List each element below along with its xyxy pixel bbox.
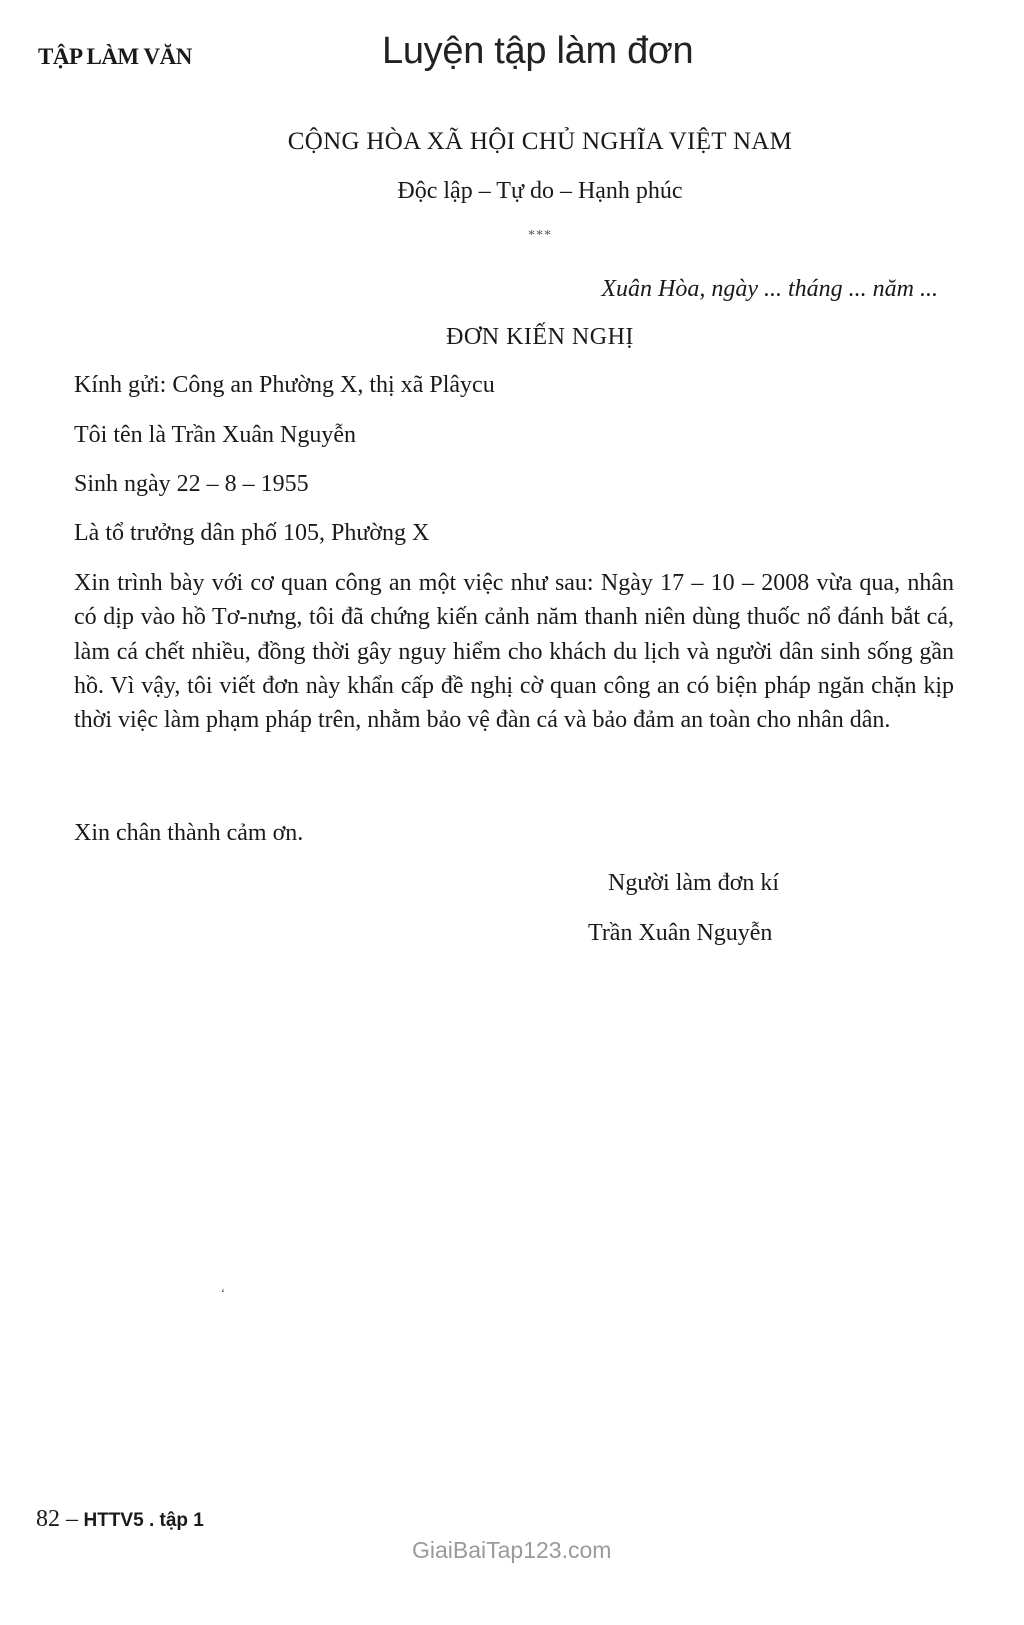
country-name: CỘNG HÒA XÃ HỘI CHỦ NGHĨA VIỆT NAM — [287, 128, 793, 155]
section-label: TẬP LÀM VĂN — [38, 44, 192, 69]
place-date-line: Xuân Hòa, ngày ... tháng ... năm ... — [601, 276, 938, 302]
signer-label: Người làm đơn kí — [608, 870, 780, 896]
scan-speck: ‘ — [221, 1286, 225, 1300]
book-name: HTTV5 . tập 1 — [83, 1510, 204, 1531]
applicant-name-line: Tôi tên là Trần Xuân Nguyễn — [74, 422, 356, 448]
birth-date-line: Sinh ngày 22 – 8 – 1955 — [74, 471, 309, 497]
watermark: GiaiBaiTap123.com — [412, 1537, 612, 1563]
recipient-line: Kính gửi: Công an Phường X, thị xã Plâycu — [74, 372, 495, 398]
page-number: 82 – — [36, 1506, 78, 1532]
closing-line: Xin chân thành cảm ơn. — [74, 820, 304, 846]
page-footer — [36, 1506, 204, 1533]
page-title: Luyện tập làm đơn — [382, 30, 694, 72]
signer-name: Trần Xuân Nguyễn — [588, 920, 773, 946]
document-title: ĐƠN KIẾN NGHỊ — [446, 324, 634, 350]
separator-stars: *** — [528, 228, 552, 243]
national-motto: Độc lập – Tự do – Hạnh phúc — [397, 178, 683, 204]
petition-body: Xin trình bày với cơ quan công an một việc như sau: Ngày 17 – 10 – 2008 vừa qua, nhân có dịp vào hồ Tơ-nưng, tôi đã chứng kiến cảnh năm thanh niên dùng thuốc nổ đánh bắt cá, làm cá chết nhiều, đồng thời gây nguy hiểm cho khách du lịch và người dân sinh sống gần hồ. Vì vậy, tôi viết đơn này khẩn cấp đề nghị cờ quan công an có biện pháp ngăn chặn kịp thời việc làm phạm pháp trên, nhằm bảo vệ đàn cá và bảo đảm an toàn cho nhân dân. — [74, 570, 954, 734]
position-line: Là tổ trưởng dân phố 105, Phường X — [74, 520, 430, 546]
